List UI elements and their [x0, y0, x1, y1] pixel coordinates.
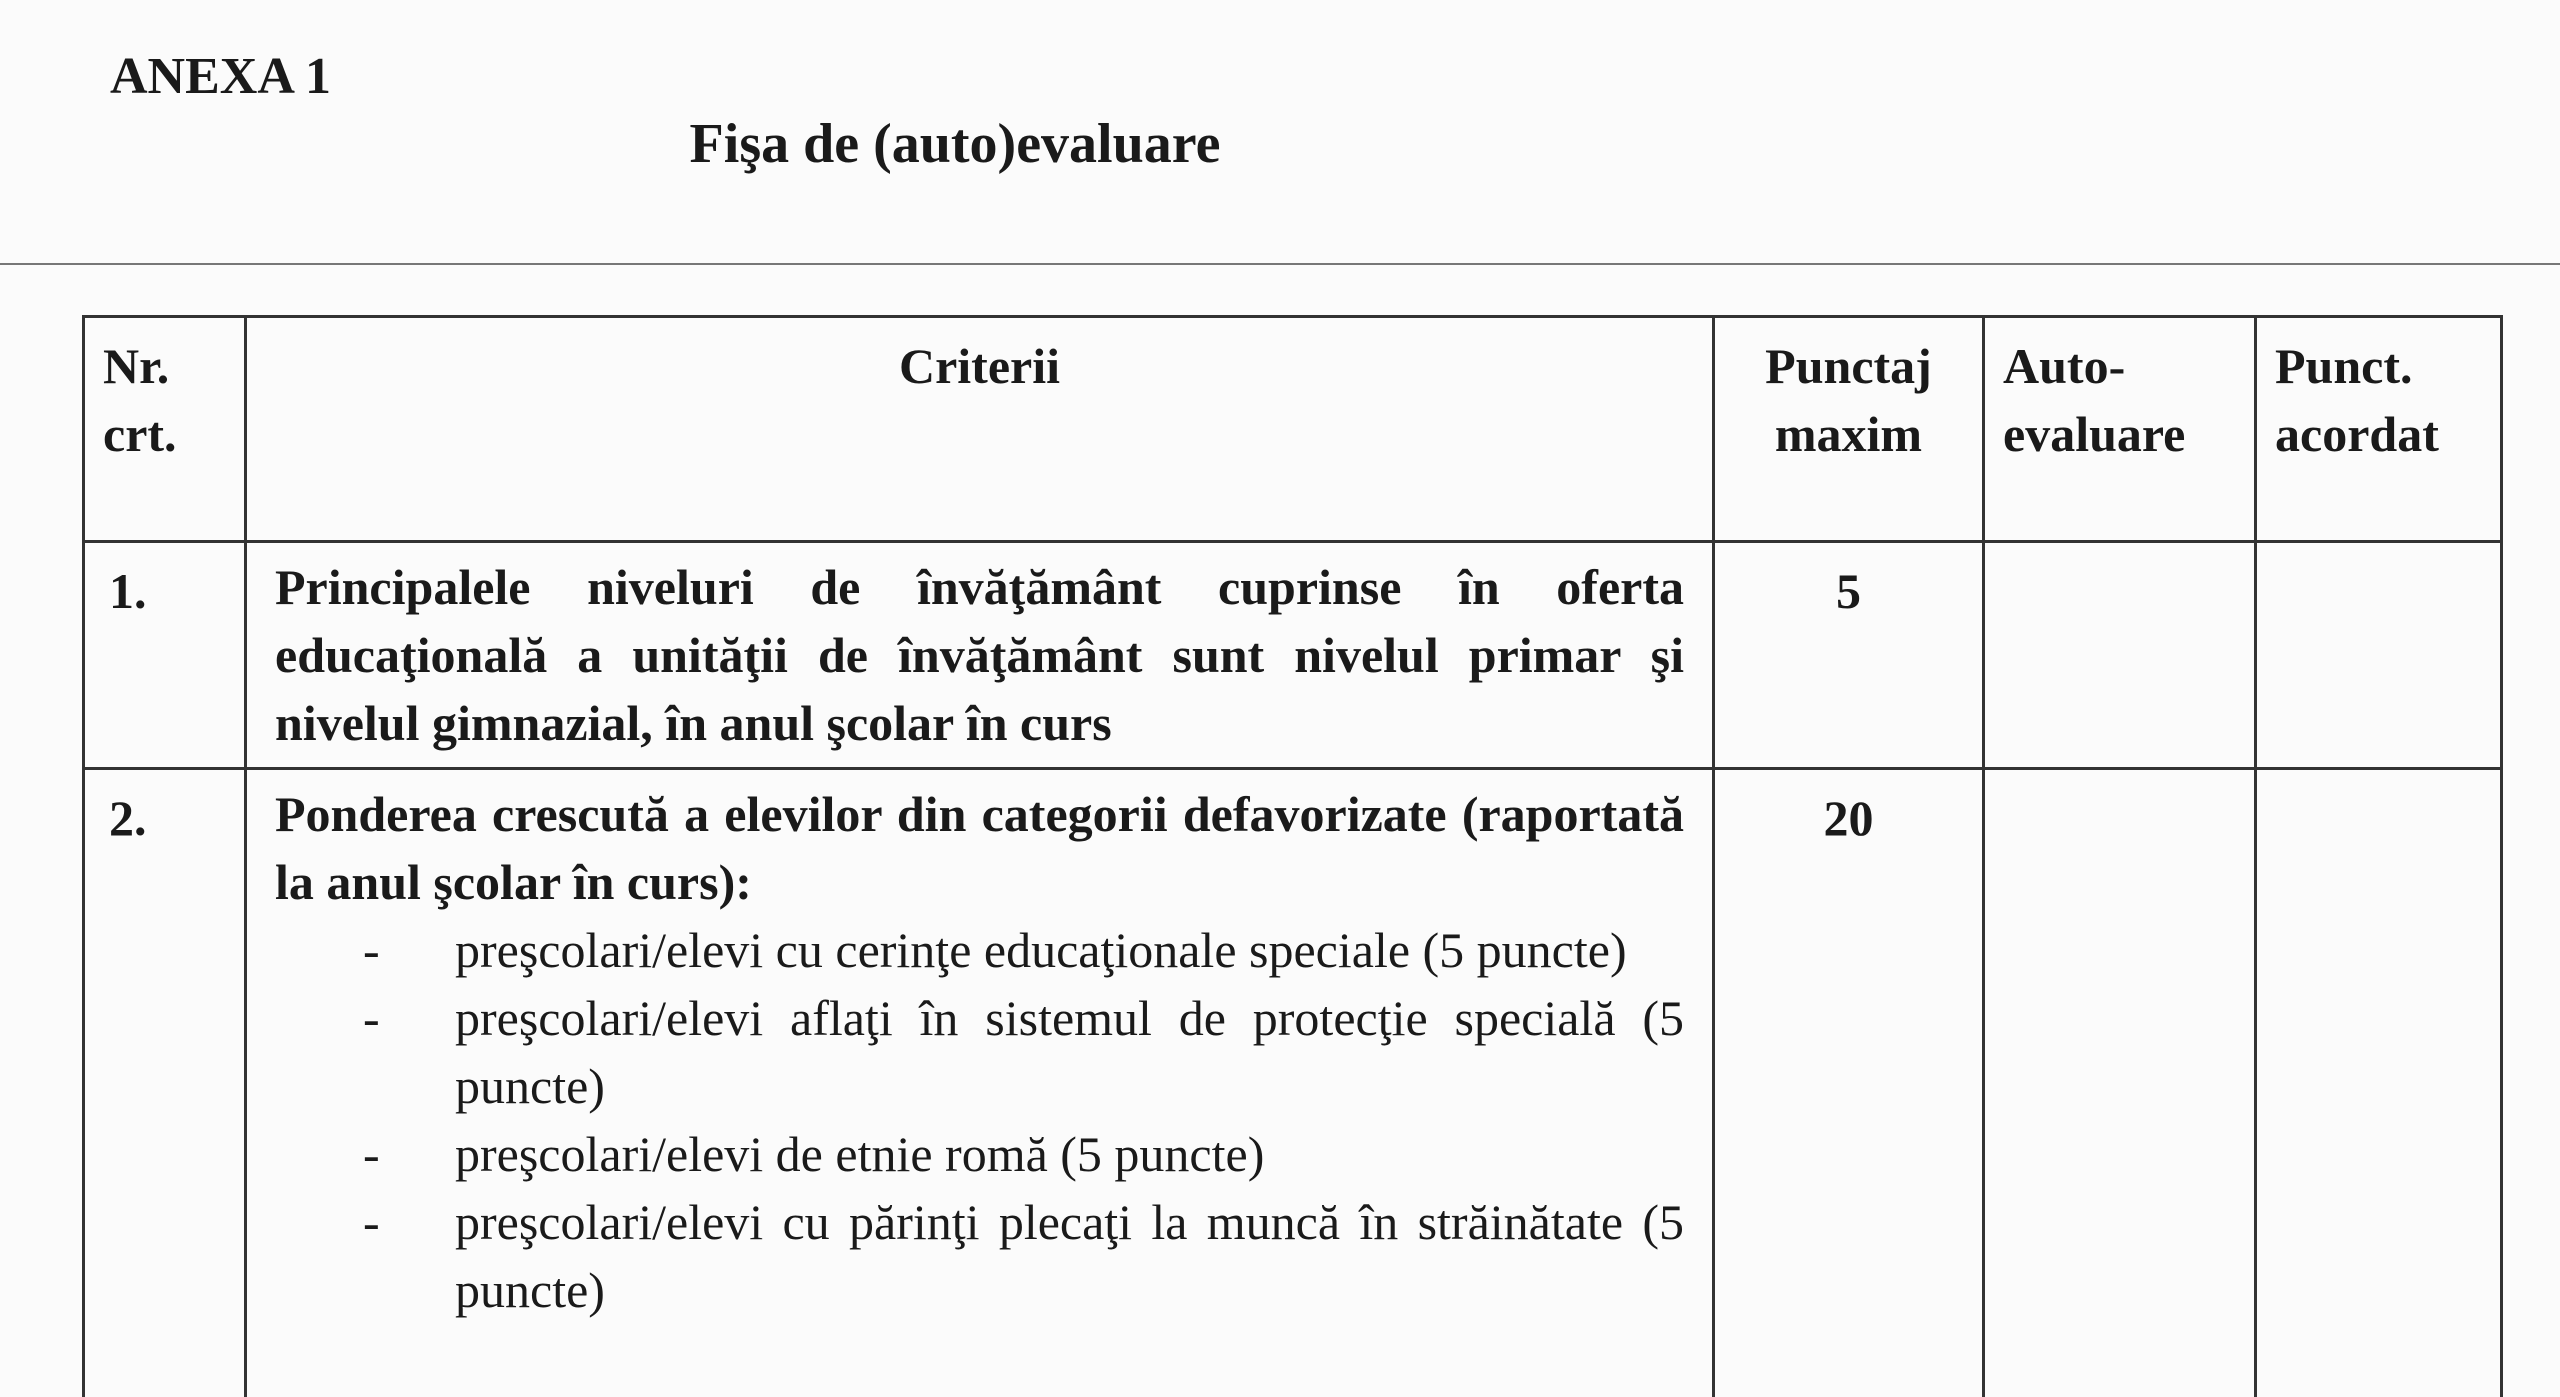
header-max-score [1714, 317, 1984, 542]
list-item-text: preşcolari/elevi aflaţi în sistemul de protecţie specială (5 puncte) [455, 990, 1684, 1114]
row-nr: 1. [84, 542, 246, 769]
page-title: Fişa de (auto)evaluare [689, 113, 1221, 175]
annex-label: ANEXA 1 [110, 48, 332, 105]
list-item [275, 1120, 1684, 1188]
list-item [275, 916, 1684, 984]
dash-bullet: - [363, 1126, 380, 1182]
row-awarded-cell[interactable] [2256, 542, 2502, 769]
header-criteria: Criterii [246, 317, 1714, 542]
row-criterion [246, 769, 1714, 1397]
list-item-text: preşcolari/elevi cu părinţi plecaţi la muncă în străinătate (5 puncte) [455, 1194, 1684, 1318]
evaluation-table [82, 315, 2503, 1397]
horizontal-divider [0, 263, 2560, 265]
row-max-score: 5 [1714, 542, 1984, 769]
header-max-line2: maxim [1774, 406, 1923, 462]
row-self-eval-cell[interactable] [1984, 769, 2256, 1397]
dash-bullet: - [363, 922, 380, 978]
list-item [275, 1188, 1684, 1324]
header-awarded-line2: acordat [2275, 406, 2439, 462]
dash-bullet: - [363, 1194, 380, 1250]
row-awarded-cell[interactable] [2256, 769, 2502, 1397]
dash-bullet: - [363, 990, 380, 1046]
header-awarded-line1: Punct. [2275, 338, 2413, 394]
table-row [84, 542, 2502, 769]
header-max-line1: Punctaj [1765, 338, 1932, 394]
header-self-eval [1984, 317, 2256, 542]
header-awarded [2256, 317, 2502, 542]
header-self-line1: Auto- [2003, 338, 2126, 394]
header-nr [84, 317, 246, 542]
list-item [275, 984, 1684, 1120]
list-item-text: preşcolari/elevi de etnie romă (5 puncte) [455, 1126, 1265, 1182]
criterion-text: Principalele niveluri de învăţământ cuprinse în oferta educaţională a unităţii de învăţământ sunt nivelul primar şi nivelul gimnazial, în anul şcolar în curs [275, 559, 1684, 751]
header-nr-line2: crt. [103, 406, 177, 462]
header-self-line2: evaluare [2003, 406, 2186, 462]
row-criterion [246, 542, 1714, 769]
criterion-text: Ponderea crescută a elevilor din categorii defavorizate (raportată la anul şcolar în curs): [275, 786, 1684, 910]
header-nr-line1: Nr. [103, 338, 170, 394]
row-self-eval-cell[interactable] [1984, 542, 2256, 769]
list-item-text: preşcolari/elevi cu cerinţe educaţionale speciale (5 puncte) [455, 922, 1627, 978]
row-max-score: 20 [1714, 769, 1984, 1397]
criterion-sub-list [275, 916, 1684, 1324]
table-row [84, 769, 2502, 1397]
table-header-row [84, 317, 2502, 542]
row-nr: 2. [84, 769, 246, 1397]
